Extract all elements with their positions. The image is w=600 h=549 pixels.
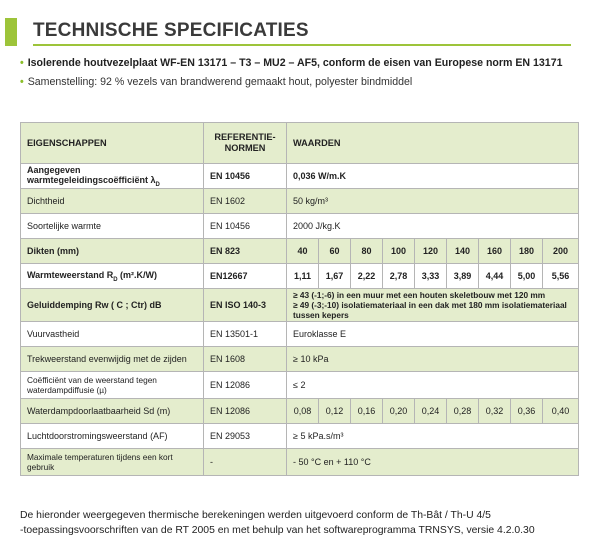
- row-value: 0,036 W/m.K: [287, 164, 579, 189]
- header-underline: [33, 44, 571, 46]
- resistance-cell: 3,89: [447, 264, 479, 289]
- table-row: [21, 164, 579, 189]
- bullet-product: [20, 57, 563, 69]
- row-property: Soortelijke warmte: [21, 214, 204, 239]
- resistance-cell: 2,78: [383, 264, 415, 289]
- col-header-reference: REFERENTIE- NORMEN: [204, 123, 287, 164]
- row-property: Coëfficiënt van de weerstand tegen waterdampdiffusie (µ): [21, 372, 204, 399]
- row-property: Waterdampdoorlaatbaarheid Sd (m): [21, 399, 204, 424]
- row-property: Aangegeven warmtegeleidingscoëfficiënt $\lambda_D$: [21, 164, 204, 189]
- row-value: 2000 J/kg.K: [287, 214, 579, 239]
- row-reference: EN 10456: [204, 164, 287, 189]
- table-row: [21, 347, 579, 372]
- thickness-cell: 80: [351, 239, 383, 264]
- thickness-cell: 120: [415, 239, 447, 264]
- header-accent-bar: [5, 18, 17, 46]
- footer-line: -toepassingsvoorschriften van de RT 2005 en met behulp van het softwareprogramma TRNSYS, versie 4.2.0.30: [20, 525, 535, 536]
- row-value: - 50 °C en + 110 °C: [287, 449, 579, 476]
- resistance-cell: 2,22: [351, 264, 383, 289]
- vapour-cell: 0,08: [287, 399, 319, 424]
- row-reference: -: [204, 449, 287, 476]
- table-row-vapour: [21, 399, 579, 424]
- thickness-cell: 160: [479, 239, 511, 264]
- resistance-cell: 5,00: [511, 264, 543, 289]
- spec-table-wrapper: [20, 122, 578, 476]
- row-property: Warmteweerstand $R_D$ (m².K/W): [21, 264, 204, 289]
- bullet-composition: [20, 76, 412, 88]
- thickness-cell: 200: [543, 239, 579, 264]
- section-header: [5, 18, 571, 46]
- resistance-cell: 4,44: [479, 264, 511, 289]
- row-property: Vuurvastheid: [21, 322, 204, 347]
- page-title: TECHNISCHE SPECIFICATIES: [33, 20, 309, 41]
- table-row-thickness: [21, 239, 579, 264]
- row-value: ≤ 2: [287, 372, 579, 399]
- footer-note: [20, 508, 590, 538]
- col-header-properties: EIGENSCHAPPEN: [21, 123, 204, 164]
- row-value: ≥ 43 (-1;-6) in een muur met een houten skeletbouw met 120 mm ≥ 49 (-3;-10) isolatiemateriaal in een dak met 180 mm isolatiemateriaal tussen kepers: [287, 289, 579, 322]
- table-header-row: [21, 123, 579, 164]
- row-property: Dikten (mm): [21, 239, 204, 264]
- row-reference: EN12667: [204, 264, 287, 289]
- row-value: Euroklasse E: [287, 322, 579, 347]
- table-row: [21, 322, 579, 347]
- footer-line: De hieronder weergegeven thermische berekeningen werden uitgevoerd conform de Th-Bât / Th-U 4/5: [20, 510, 491, 521]
- thickness-cell: 60: [319, 239, 351, 264]
- row-property: Luchtdoorstromingsweerstand (AF): [21, 424, 204, 449]
- vapour-cell: 0,16: [351, 399, 383, 424]
- resistance-cell: 3,33: [415, 264, 447, 289]
- table-row: [21, 214, 579, 239]
- row-reference: EN ISO 140-3: [204, 289, 287, 322]
- table-row: [21, 424, 579, 449]
- row-property: Geluiddemping Rw ( C ; Ctr) dB: [21, 289, 204, 322]
- table-row: [21, 449, 579, 476]
- row-value: 50 kg/m³: [287, 189, 579, 214]
- row-property: Maximale temperaturen tijdens een kort gebruik: [21, 449, 204, 476]
- thickness-cell: 100: [383, 239, 415, 264]
- bullet-text: Samenstelling: 92 % vezels van brandwerend gemaakt hout, polyester bindmiddel: [27, 76, 413, 88]
- table-row: [21, 372, 579, 399]
- row-reference: EN 10456: [204, 214, 287, 239]
- thickness-cell: 40: [287, 239, 319, 264]
- row-reference: EN 12086: [204, 399, 287, 424]
- thickness-cell: 140: [447, 239, 479, 264]
- vapour-cell: 0,40: [543, 399, 579, 424]
- row-reference: EN 13501-1: [204, 322, 287, 347]
- thickness-cell: 180: [511, 239, 543, 264]
- bullet-icon: •: [20, 76, 24, 88]
- row-value: ≥ 10 kPa: [287, 347, 579, 372]
- vapour-cell: 0,32: [479, 399, 511, 424]
- row-reference: EN 29053: [204, 424, 287, 449]
- resistance-cell: 1,11: [287, 264, 319, 289]
- row-value: ≥ 5 kPa.s/m³: [287, 424, 579, 449]
- col-header-values: WAARDEN: [287, 123, 579, 164]
- vapour-cell: 0,20: [383, 399, 415, 424]
- bullet-text: Isolerende houtvezelplaat WF-EN 13171 – T3 – MU2 – AF5, conform de eisen van Europese norm EN 13171: [27, 57, 563, 69]
- row-reference: EN 12086: [204, 372, 287, 399]
- row-reference: EN 823: [204, 239, 287, 264]
- row-property: Dichtheid: [21, 189, 204, 214]
- row-reference: EN 1602: [204, 189, 287, 214]
- vapour-cell: 0,12: [319, 399, 351, 424]
- vapour-cell: 0,28: [447, 399, 479, 424]
- table-row: [21, 189, 579, 214]
- row-reference: EN 1608: [204, 347, 287, 372]
- resistance-cell: 1,67: [319, 264, 351, 289]
- resistance-cell: 5,56: [543, 264, 579, 289]
- table-row-acoustic: [21, 289, 579, 322]
- vapour-cell: 0,36: [511, 399, 543, 424]
- table-row-thermal-resistance: [21, 264, 579, 289]
- row-property: Trekweerstand evenwijdig met de zijden: [21, 347, 204, 372]
- bullet-icon: •: [20, 57, 24, 69]
- spec-table: [20, 122, 579, 476]
- vapour-cell: 0,24: [415, 399, 447, 424]
